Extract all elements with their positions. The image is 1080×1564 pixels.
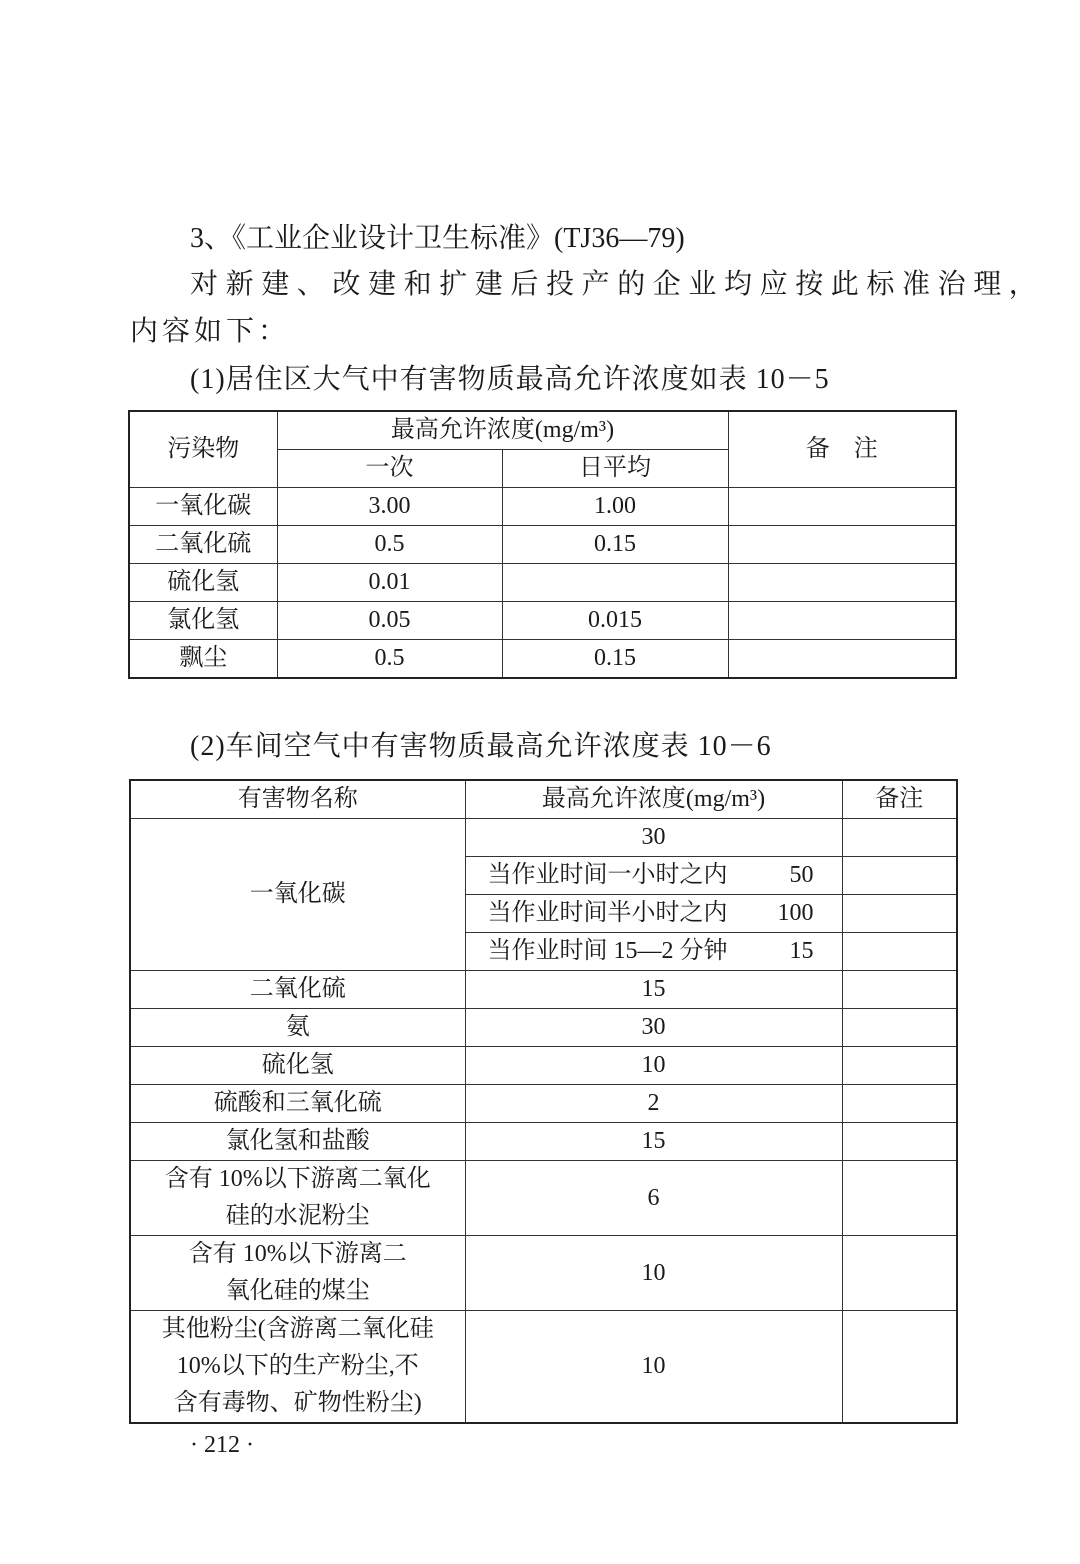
name-line: 氯化氢和盐酸 [225,1128,370,1154]
value: 50 [789,862,814,888]
cell-value: 2 [465,1085,842,1123]
cell-daily: 1.00 [502,488,728,526]
header-daily: 日平均 [502,450,728,488]
cell-value: 15 [465,1123,842,1161]
cell-daily: 0.15 [502,526,728,564]
page-number: · 212 · [190,1432,254,1458]
cell-daily: 0.15 [502,640,728,679]
cell-value: 15 [465,971,842,1009]
cell-value: 30 [465,819,842,857]
table-row [129,488,956,526]
table-row [130,1236,957,1311]
cell-value [465,933,842,971]
cell-value [465,895,842,933]
table-row [130,1123,957,1161]
name-line: 氧化硅的煤尘 [225,1278,370,1304]
cell-value: 30 [465,1009,842,1047]
paragraph-line: 对新建、改建和扩建后投产的企业均应按此标准治理， [190,269,1045,300]
table1-caption: (1)居住区大气中有害物质最高允许浓度如表 10－5 [190,364,830,395]
header-remarks: 备注 [842,780,957,819]
table-row [130,971,957,1009]
condition: 当作业时间半小时之内 [487,900,728,926]
condition-value [466,857,842,894]
cell-name: 氯化氢 [129,602,277,640]
table-row [130,1311,957,1424]
cell-remarks [842,1161,957,1236]
value: 100 [777,900,814,926]
condition-value [466,933,842,970]
name-line: 其他粉尘(含游离二氧化硅 [161,1316,434,1342]
cell-remarks [728,564,956,602]
table-row [130,1161,957,1236]
table2-caption: (2)车间空气中有害物质最高允许浓度表 10－6 [190,731,772,762]
cell-remarks [728,488,956,526]
cell-value: 10 [465,1311,842,1424]
table-row [130,1009,957,1047]
name-line: 含有 10%以下游离二 [188,1241,407,1267]
cell-value: 10 [465,1236,842,1311]
paragraph-line: 内容如下： [130,316,291,347]
condition: 当作业时间 15—2 分钟 [487,938,728,964]
name-line: 硅的水泥粉尘 [225,1203,370,1229]
section-heading: 3、《工业企业设计卫生标准》(TJ36—79) [190,223,685,254]
cell-remarks [842,1009,957,1047]
cell-daily [502,564,728,602]
cell-once: 0.01 [277,564,502,602]
cell-name [130,971,465,1009]
condition: 当作业时间一小时之内 [487,862,728,888]
table-row [129,640,956,679]
name-line: 氨 [285,1014,310,1040]
header-pollutant: 污染物 [129,411,277,488]
cell-name: 一氧化碳 [130,819,465,971]
table-row [130,1085,957,1123]
cell-remarks [842,1123,957,1161]
name-line: 含有毒物、矿物性粉尘) [173,1390,422,1416]
name-line: 含有 10%以下游离二氧化 [164,1166,431,1192]
name-line: 硫酸和三氧化硫 [213,1090,382,1116]
cell-remarks [842,1236,957,1311]
cell-remarks [728,526,956,564]
cell-remarks [842,933,957,971]
condition-value [466,895,842,932]
cell-name: 一氧化碳 [129,488,277,526]
cell-remarks [728,602,956,640]
header-concentration: 最高允许浓度(mg/m³) [465,780,842,819]
cell-name [130,1085,465,1123]
cell-remarks [842,1085,957,1123]
cell-name: 飘尘 [129,640,277,679]
cell-once: 3.00 [277,488,502,526]
header-concentration: 最高允许浓度(mg/m³) [277,411,728,450]
header-name: 有害物名称 [130,780,465,819]
cell-name [130,1123,465,1161]
header-once: 一次 [277,450,502,488]
cell-value [465,857,842,895]
cell-remarks [728,640,956,679]
name-line: 二氧化硫 [249,976,346,1002]
cell-name [130,1047,465,1085]
name-line: 10%以下的生产粉尘,不 [176,1353,419,1379]
cell-remarks [842,895,957,933]
cell-remarks [842,1047,957,1085]
cell-name: 硫化氢 [129,564,277,602]
header-remarks: 备 注 [728,411,956,488]
cell-daily: 0.015 [502,602,728,640]
cell-name: 二氧化硫 [129,526,277,564]
cell-once: 0.5 [277,640,502,679]
cell-remarks [842,857,957,895]
cell-name [130,1236,465,1311]
cell-remarks [842,819,957,857]
cell-value: 10 [465,1047,842,1085]
cell-remarks [842,971,957,1009]
table-row [130,1047,957,1085]
value: 15 [789,938,814,964]
table-row [130,819,957,857]
table-10-5 [128,410,957,679]
cell-name [130,1161,465,1236]
table-row [129,564,956,602]
cell-once: 0.05 [277,602,502,640]
cell-name [130,1009,465,1047]
cell-remarks [842,1311,957,1424]
cell-value: 6 [465,1161,842,1236]
table-row [129,602,956,640]
table-10-6 [129,779,958,1424]
cell-name [130,1311,465,1424]
name-line: 硫化氢 [261,1052,334,1078]
cell-once: 0.5 [277,526,502,564]
table-row [129,526,956,564]
